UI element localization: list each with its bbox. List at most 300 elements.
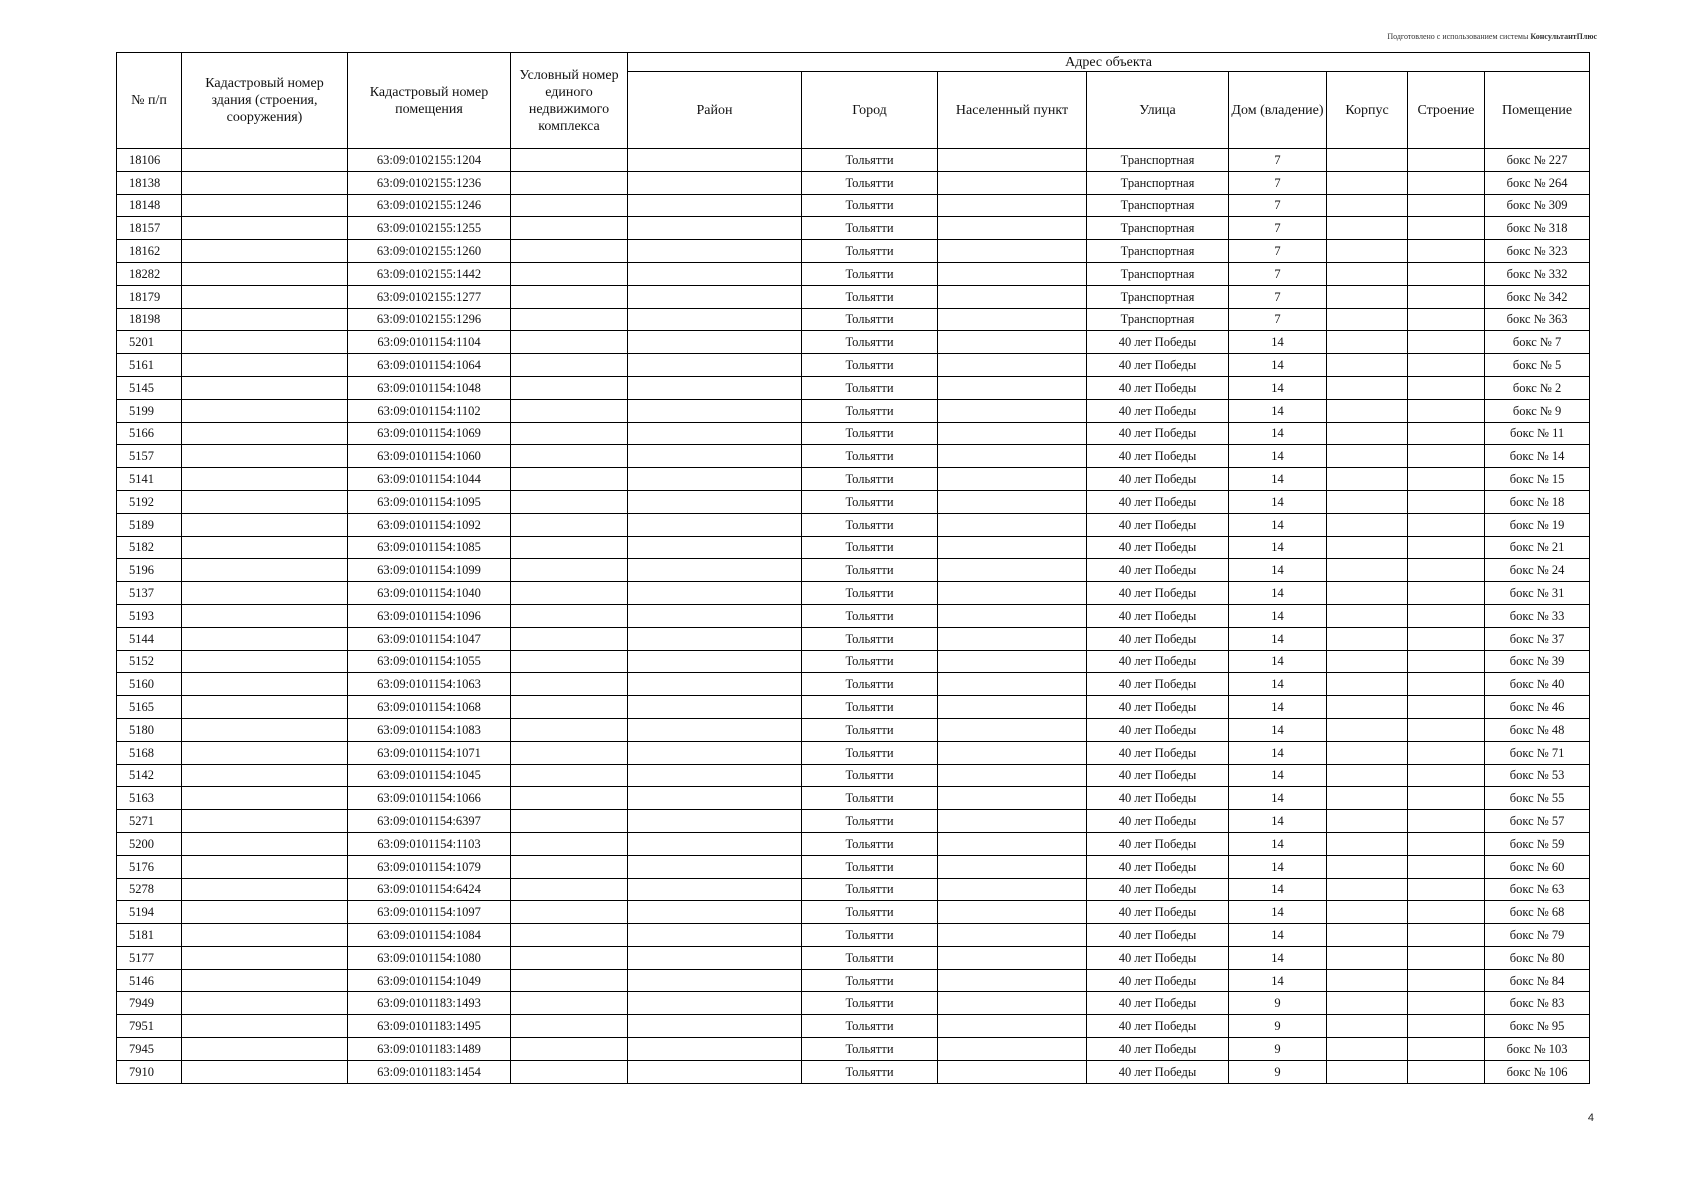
table-row: [117, 308, 1590, 331]
cell-korpus: [1327, 354, 1408, 377]
cell-settlement: [938, 445, 1087, 468]
cell-house: 9: [1229, 1038, 1327, 1061]
cell-house: 14: [1229, 468, 1327, 491]
cell-settlement: [938, 855, 1087, 878]
cell-district: [628, 445, 802, 468]
cell-district: [628, 627, 802, 650]
table-row: [117, 490, 1590, 513]
cell-room-cadastral: 63:09:0101154:1055: [348, 650, 511, 673]
cell-stroenie: [1408, 376, 1485, 399]
cell-district: [628, 308, 802, 331]
cell-premises: бокс № 342: [1485, 285, 1590, 308]
cell-complex-number: [511, 354, 628, 377]
cell-building-cadastral: [182, 468, 348, 491]
table-row: [117, 262, 1590, 285]
cell-house: 14: [1229, 627, 1327, 650]
cell-house: 9: [1229, 1015, 1327, 1038]
cell-house: 14: [1229, 924, 1327, 947]
cell-num: 7951: [117, 1015, 182, 1038]
cell-stroenie: [1408, 536, 1485, 559]
cell-complex-number: [511, 878, 628, 901]
cell-house: 14: [1229, 969, 1327, 992]
cell-stroenie: [1408, 559, 1485, 582]
cell-premises: бокс № 71: [1485, 741, 1590, 764]
cell-num: 5201: [117, 331, 182, 354]
cell-complex-number: [511, 468, 628, 491]
cell-premises: бокс № 7: [1485, 331, 1590, 354]
cell-city: Тольятти: [802, 650, 938, 673]
cell-house: 14: [1229, 764, 1327, 787]
cell-korpus: [1327, 924, 1408, 947]
cell-building-cadastral: [182, 673, 348, 696]
cell-street: 40 лет Победы: [1087, 832, 1229, 855]
cell-district: [628, 787, 802, 810]
cell-premises: бокс № 19: [1485, 513, 1590, 536]
cell-building-cadastral: [182, 878, 348, 901]
cell-house: 14: [1229, 604, 1327, 627]
cell-complex-number: [511, 696, 628, 719]
cell-city: Тольятти: [802, 832, 938, 855]
cell-num: 5193: [117, 604, 182, 627]
cell-num: 5177: [117, 946, 182, 969]
cell-building-cadastral: [182, 240, 348, 263]
cell-city: Тольятти: [802, 354, 938, 377]
cell-building-cadastral: [182, 1015, 348, 1038]
cell-room-cadastral: 63:09:0102155:1442: [348, 262, 511, 285]
cell-premises: бокс № 323: [1485, 240, 1590, 263]
header-house: Дом (владение): [1229, 72, 1327, 149]
cell-korpus: [1327, 445, 1408, 468]
cell-complex-number: [511, 285, 628, 308]
cell-district: [628, 969, 802, 992]
header-complex-number: Условный номер единого недвижимого комплекса: [511, 53, 628, 149]
cell-korpus: [1327, 559, 1408, 582]
cell-street: 40 лет Победы: [1087, 1038, 1229, 1061]
cell-premises: бокс № 15: [1485, 468, 1590, 491]
cell-city: Тольятти: [802, 376, 938, 399]
cell-room-cadastral: 63:09:0101154:1047: [348, 627, 511, 650]
cell-stroenie: [1408, 240, 1485, 263]
table-row: [117, 764, 1590, 787]
cell-city: Тольятти: [802, 217, 938, 240]
cell-street: Транспортная: [1087, 171, 1229, 194]
cell-house: 14: [1229, 741, 1327, 764]
cell-complex-number: [511, 217, 628, 240]
table-row: [117, 810, 1590, 833]
cell-stroenie: [1408, 901, 1485, 924]
cell-street: 40 лет Победы: [1087, 536, 1229, 559]
cell-premises: бокс № 59: [1485, 832, 1590, 855]
cell-stroenie: [1408, 764, 1485, 787]
cell-room-cadastral: 63:09:0101154:1068: [348, 696, 511, 719]
cell-house: 7: [1229, 308, 1327, 331]
cell-street: 40 лет Победы: [1087, 627, 1229, 650]
cell-stroenie: [1408, 331, 1485, 354]
table-row: [117, 149, 1590, 172]
cell-complex-number: [511, 1038, 628, 1061]
cell-house: 14: [1229, 878, 1327, 901]
cell-stroenie: [1408, 171, 1485, 194]
cell-house: 7: [1229, 149, 1327, 172]
cell-street: 40 лет Победы: [1087, 696, 1229, 719]
cell-city: Тольятти: [802, 741, 938, 764]
cell-korpus: [1327, 810, 1408, 833]
cell-settlement: [938, 718, 1087, 741]
cell-district: [628, 422, 802, 445]
cell-room-cadastral: 63:09:0101154:1064: [348, 354, 511, 377]
cell-korpus: [1327, 490, 1408, 513]
cell-city: Тольятти: [802, 490, 938, 513]
cell-building-cadastral: [182, 422, 348, 445]
cell-complex-number: [511, 1015, 628, 1038]
cell-building-cadastral: [182, 650, 348, 673]
cell-premises: бокс № 9: [1485, 399, 1590, 422]
table-row: [117, 331, 1590, 354]
cell-premises: бокс № 83: [1485, 992, 1590, 1015]
cell-korpus: [1327, 262, 1408, 285]
cell-num: 5192: [117, 490, 182, 513]
cell-city: Тольятти: [802, 787, 938, 810]
cell-premises: бокс № 318: [1485, 217, 1590, 240]
cell-stroenie: [1408, 468, 1485, 491]
cell-num: 18148: [117, 194, 182, 217]
cell-room-cadastral: 63:09:0102155:1246: [348, 194, 511, 217]
cell-district: [628, 559, 802, 582]
cell-complex-number: [511, 308, 628, 331]
cell-district: [628, 217, 802, 240]
cell-city: Тольятти: [802, 559, 938, 582]
cell-num: 5176: [117, 855, 182, 878]
cell-room-cadastral: 63:09:0101154:1097: [348, 901, 511, 924]
cell-house: 14: [1229, 787, 1327, 810]
cell-korpus: [1327, 468, 1408, 491]
cell-house: 14: [1229, 832, 1327, 855]
cell-district: [628, 718, 802, 741]
cell-settlement: [938, 149, 1087, 172]
table-row: [117, 673, 1590, 696]
cell-room-cadastral: 63:09:0102155:1260: [348, 240, 511, 263]
cell-room-cadastral: 63:09:0101154:1045: [348, 764, 511, 787]
table-row: [117, 445, 1590, 468]
cell-district: [628, 832, 802, 855]
cell-district: [628, 194, 802, 217]
cell-premises: бокс № 57: [1485, 810, 1590, 833]
header-settlement: Населенный пункт: [938, 72, 1087, 149]
cell-room-cadastral: 63:09:0101154:1044: [348, 468, 511, 491]
cell-district: [628, 650, 802, 673]
cell-building-cadastral: [182, 969, 348, 992]
cell-city: Тольятти: [802, 878, 938, 901]
cell-city: Тольятти: [802, 673, 938, 696]
table-row: [117, 832, 1590, 855]
table-row: [117, 969, 1590, 992]
cell-house: 14: [1229, 810, 1327, 833]
cell-korpus: [1327, 969, 1408, 992]
cell-street: 40 лет Победы: [1087, 969, 1229, 992]
cell-building-cadastral: [182, 832, 348, 855]
cell-street: 40 лет Победы: [1087, 376, 1229, 399]
cell-stroenie: [1408, 354, 1485, 377]
cell-settlement: [938, 764, 1087, 787]
cell-premises: бокс № 106: [1485, 1060, 1590, 1083]
cell-complex-number: [511, 946, 628, 969]
header-room-cadastral: Кадастровый номер помещения: [348, 53, 511, 149]
cell-stroenie: [1408, 627, 1485, 650]
cell-korpus: [1327, 240, 1408, 263]
cell-premises: бокс № 55: [1485, 787, 1590, 810]
cell-district: [628, 604, 802, 627]
cell-stroenie: [1408, 673, 1485, 696]
table-row: [117, 582, 1590, 605]
cell-settlement: [938, 240, 1087, 263]
table-row: [117, 513, 1590, 536]
cell-stroenie: [1408, 604, 1485, 627]
cell-complex-number: [511, 627, 628, 650]
cell-num: 5152: [117, 650, 182, 673]
table-row: [117, 399, 1590, 422]
cell-complex-number: [511, 194, 628, 217]
cell-room-cadastral: 63:09:0101154:1066: [348, 787, 511, 810]
cell-num: 5157: [117, 445, 182, 468]
cell-street: 40 лет Победы: [1087, 399, 1229, 422]
cell-num: 18282: [117, 262, 182, 285]
table-row: [117, 536, 1590, 559]
cell-complex-number: [511, 764, 628, 787]
table-row: [117, 422, 1590, 445]
cell-house: 7: [1229, 240, 1327, 263]
cell-settlement: [938, 946, 1087, 969]
cell-settlement: [938, 1015, 1087, 1038]
cell-city: Тольятти: [802, 399, 938, 422]
table-row: [117, 194, 1590, 217]
cell-building-cadastral: [182, 924, 348, 947]
cell-settlement: [938, 1038, 1087, 1061]
cell-house: 14: [1229, 376, 1327, 399]
cell-settlement: [938, 901, 1087, 924]
cell-stroenie: [1408, 262, 1485, 285]
cell-room-cadastral: 63:09:0101154:1063: [348, 673, 511, 696]
cell-complex-number: [511, 422, 628, 445]
cell-num: 5189: [117, 513, 182, 536]
cell-premises: бокс № 33: [1485, 604, 1590, 627]
cell-building-cadastral: [182, 901, 348, 924]
cell-district: [628, 399, 802, 422]
cell-street: 40 лет Победы: [1087, 901, 1229, 924]
cell-settlement: [938, 673, 1087, 696]
cell-street: 40 лет Победы: [1087, 787, 1229, 810]
cell-building-cadastral: [182, 308, 348, 331]
cell-stroenie: [1408, 718, 1485, 741]
cell-street: 40 лет Победы: [1087, 604, 1229, 627]
cell-korpus: [1327, 1015, 1408, 1038]
cell-building-cadastral: [182, 490, 348, 513]
cell-num: 5180: [117, 718, 182, 741]
cell-premises: бокс № 103: [1485, 1038, 1590, 1061]
cell-street: 40 лет Победы: [1087, 992, 1229, 1015]
cell-settlement: [938, 650, 1087, 673]
cell-city: Тольятти: [802, 1060, 938, 1083]
cell-room-cadastral: 63:09:0101154:1085: [348, 536, 511, 559]
header-stroenie: Строение: [1408, 72, 1485, 149]
cell-num: 5161: [117, 354, 182, 377]
table-row: [117, 650, 1590, 673]
table-header: [117, 53, 1590, 149]
cell-room-cadastral: 63:09:0102155:1296: [348, 308, 511, 331]
cell-complex-number: [511, 855, 628, 878]
cell-settlement: [938, 832, 1087, 855]
cell-building-cadastral: [182, 787, 348, 810]
cell-complex-number: [511, 901, 628, 924]
cell-city: Тольятти: [802, 810, 938, 833]
cell-house: 9: [1229, 1060, 1327, 1083]
cell-settlement: [938, 559, 1087, 582]
cell-city: Тольятти: [802, 718, 938, 741]
cell-settlement: [938, 468, 1087, 491]
cell-house: 14: [1229, 422, 1327, 445]
cell-building-cadastral: [182, 718, 348, 741]
cell-korpus: [1327, 194, 1408, 217]
cell-complex-number: [511, 171, 628, 194]
cell-district: [628, 901, 802, 924]
cell-district: [628, 354, 802, 377]
cell-district: [628, 1038, 802, 1061]
cell-settlement: [938, 308, 1087, 331]
cell-street: 40 лет Победы: [1087, 946, 1229, 969]
cell-settlement: [938, 399, 1087, 422]
cell-complex-number: [511, 787, 628, 810]
cell-korpus: [1327, 901, 1408, 924]
cell-house: 7: [1229, 217, 1327, 240]
cell-korpus: [1327, 582, 1408, 605]
cell-room-cadastral: 63:09:0101154:1079: [348, 855, 511, 878]
cell-stroenie: [1408, 149, 1485, 172]
cell-building-cadastral: [182, 194, 348, 217]
cell-building-cadastral: [182, 354, 348, 377]
cell-complex-number: [511, 376, 628, 399]
cell-district: [628, 468, 802, 491]
cell-city: Тольятти: [802, 946, 938, 969]
cell-premises: бокс № 53: [1485, 764, 1590, 787]
registry-table: [116, 52, 1590, 1084]
cell-house: 14: [1229, 696, 1327, 719]
cell-num: 5146: [117, 969, 182, 992]
cell-city: Тольятти: [802, 604, 938, 627]
cell-district: [628, 924, 802, 947]
cell-premises: бокс № 5: [1485, 354, 1590, 377]
cell-stroenie: [1408, 1060, 1485, 1083]
cell-district: [628, 490, 802, 513]
table-row: [117, 217, 1590, 240]
cell-korpus: [1327, 376, 1408, 399]
table-row: [117, 718, 1590, 741]
cell-korpus: [1327, 399, 1408, 422]
cell-settlement: [938, 285, 1087, 308]
cell-settlement: [938, 582, 1087, 605]
cell-complex-number: [511, 536, 628, 559]
cell-korpus: [1327, 764, 1408, 787]
cell-room-cadastral: 63:09:0101154:1048: [348, 376, 511, 399]
cell-city: Тольятти: [802, 992, 938, 1015]
cell-building-cadastral: [182, 536, 348, 559]
cell-building-cadastral: [182, 217, 348, 240]
cell-house: 14: [1229, 582, 1327, 605]
cell-num: 18138: [117, 171, 182, 194]
cell-num: 5199: [117, 399, 182, 422]
cell-room-cadastral: 63:09:0101154:1069: [348, 422, 511, 445]
cell-house: 14: [1229, 445, 1327, 468]
cell-district: [628, 513, 802, 536]
cell-city: Тольятти: [802, 1038, 938, 1061]
cell-settlement: [938, 194, 1087, 217]
cell-house: 14: [1229, 901, 1327, 924]
cell-building-cadastral: [182, 627, 348, 650]
cell-settlement: [938, 422, 1087, 445]
cell-stroenie: [1408, 741, 1485, 764]
cell-settlement: [938, 741, 1087, 764]
cell-district: [628, 582, 802, 605]
cell-complex-number: [511, 810, 628, 833]
cell-building-cadastral: [182, 513, 348, 536]
cell-building-cadastral: [182, 810, 348, 833]
cell-stroenie: [1408, 1015, 1485, 1038]
cell-house: 14: [1229, 673, 1327, 696]
cell-stroenie: [1408, 582, 1485, 605]
header-district: Район: [628, 72, 802, 149]
cell-street: Транспортная: [1087, 240, 1229, 263]
cell-stroenie: [1408, 696, 1485, 719]
cell-num: 5137: [117, 582, 182, 605]
cell-room-cadastral: 63:09:0101154:1095: [348, 490, 511, 513]
cell-street: Транспортная: [1087, 285, 1229, 308]
cell-room-cadastral: 63:09:0101154:1092: [348, 513, 511, 536]
cell-room-cadastral: 63:09:0101154:1099: [348, 559, 511, 582]
cell-korpus: [1327, 741, 1408, 764]
cell-korpus: [1327, 513, 1408, 536]
cell-stroenie: [1408, 217, 1485, 240]
cell-house: 14: [1229, 490, 1327, 513]
cell-room-cadastral: 63:09:0101154:1083: [348, 718, 511, 741]
cell-premises: бокс № 363: [1485, 308, 1590, 331]
cell-settlement: [938, 171, 1087, 194]
cell-stroenie: [1408, 513, 1485, 536]
cell-room-cadastral: 63:09:0101183:1493: [348, 992, 511, 1015]
cell-complex-number: [511, 445, 628, 468]
cell-room-cadastral: 63:09:0101154:1103: [348, 832, 511, 855]
cell-building-cadastral: [182, 992, 348, 1015]
cell-street: 40 лет Победы: [1087, 924, 1229, 947]
cell-num: 5194: [117, 901, 182, 924]
cell-premises: бокс № 60: [1485, 855, 1590, 878]
cell-building-cadastral: [182, 1060, 348, 1083]
cell-room-cadastral: 63:09:0101154:1096: [348, 604, 511, 627]
cell-house: 7: [1229, 194, 1327, 217]
cell-premises: бокс № 309: [1485, 194, 1590, 217]
cell-complex-number: [511, 718, 628, 741]
cell-district: [628, 741, 802, 764]
cell-district: [628, 376, 802, 399]
cell-building-cadastral: [182, 262, 348, 285]
cell-city: Тольятти: [802, 194, 938, 217]
cell-complex-number: [511, 513, 628, 536]
cell-korpus: [1327, 673, 1408, 696]
cell-stroenie: [1408, 285, 1485, 308]
cell-city: Тольятти: [802, 969, 938, 992]
cell-premises: бокс № 40: [1485, 673, 1590, 696]
cell-city: Тольятти: [802, 582, 938, 605]
cell-room-cadastral: 63:09:0101154:1104: [348, 331, 511, 354]
cell-settlement: [938, 490, 1087, 513]
cell-city: Тольятти: [802, 536, 938, 559]
